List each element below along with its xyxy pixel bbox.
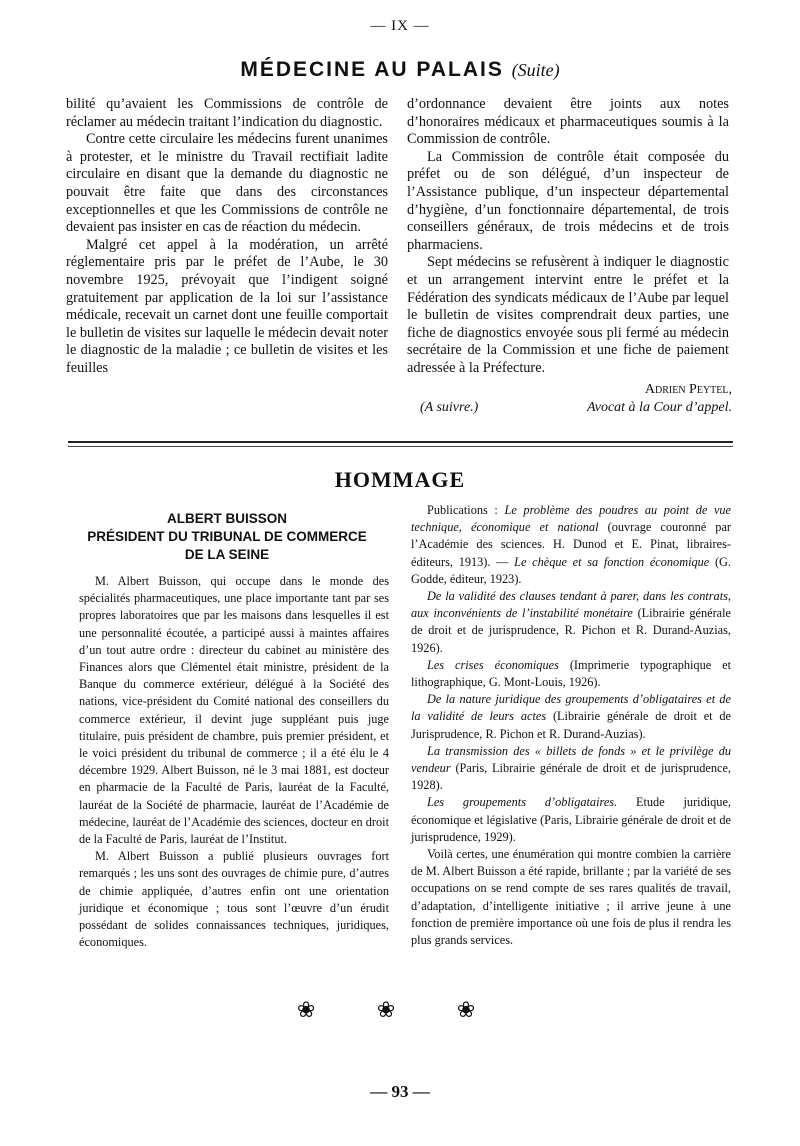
hommage-heading: HOMMAGE: [334, 467, 466, 492]
hommage-right-column: [411, 502, 731, 949]
section-divider: [68, 441, 733, 443]
paragraph: Contre cette circulaire les médecins furent unanimes à protester, et le ministre du Travail rectifiait ladite circulaire en disant que la demande du diagnostic ne pouvait être faite que dans des circonstances exceptionnelles et que les Commissions de contrôle ne devaient pas insister en cas de réaction du médecin.: [66, 131, 388, 236]
publication-details: (Imprimerie typographique et lithographique, G. Mont-Louis, 1926).: [411, 657, 732, 690]
paragraph: M. Albert Buisson a publié plusieurs ouvrages fort remarqués ; les uns sont des ouvrages de chimie pure, d’autres de chimie appliquée, d’autres enfin ont une orientation juridique et économique ; tous sont l’œuvre d’un érudit possédant de solides connaissances techniques, juridiques, économiques.: [79, 849, 389, 950]
paragraph: Voilà certes, une énumération qui montre combien la carrière de M. Albert Buisson a été rapide, brillante ; par la variété de ses occupations on se rend compte de ses rares qualités de travail, d’adaptation, d’intelligente initiative ; il arrive jeune à une fonction de première importance où une fois de plus il rendra les plus grands services.: [411, 847, 731, 948]
publication-details: (Paris, Librairie générale de droit et de jurisprudence, 1928).: [411, 761, 732, 793]
paragraph: M. Albert Buisson, qui occupe dans le monde des spécialités pharmaceutiques, une place importante tant par ses propres laboratoires que par les maisons dans lesquelles il est une personnalité écoutée, a participé aussi à maintes affaires d’un tout autre ordre : directeur du cabinet au ministère des Finances alors que Clémentel était ministre, président de la Banque du commerce extérieur, délégué à la Société des nations, vice-président du Comité national des conseillers du commerce extérieur, il devint juge suppléant puis juge titulaire, puis président de chambre, puis premier président, et le voici président du tribunal de commerce ; il a été élu le 4 décembre 1929. Albert Buisson, né le 3 mai 1881, est docteur en pharmacie de la Faculté de Paris, lauréat de la Faculté, lauréat de la Société de pharmacie, lauréat de l’Académie de médecine, lauréat de l’Académie des sciences, docteur en droit de la Faculté de Paris, lauréat de l’Institut.: [79, 574, 389, 847]
article-left-column: [66, 96, 388, 378]
hommage-left-column: [79, 573, 389, 951]
paragraph: bilité qu’avaient les Commissions de contrôle de réclamer au médecin traitant l’indication du diagnostic.: [66, 96, 388, 130]
paragraph: Malgré cet appel à la modération, un arrêté réglementaire pris par le préfet de l’Aube, le 30 novembre 1925, prévoyait que l’indigent soigné gratuitement par application de la loi sur l’assistance médicale, recevait un carnet dont une feuille comportait le bulletin de visites sur laquelle le médecin devait noter le diagnostic de la maladie ; ce bulletin de visites et les feuilles: [66, 236, 388, 376]
publication-details: (Librairie générale de droit et de Jurisprudence, R. Pichon et R. Durand-Auzias).: [411, 709, 732, 741]
publication-title: De la nature juridique des groupements d’obligataires et de la validité de leurs actes: [411, 692, 731, 724]
page-roman-numeral: — IX —: [370, 18, 430, 34]
section-title-text: MÉDECINE AU PALAIS: [240, 58, 504, 81]
publication-title: Le problème des poudres au point de vue technique, économique et national: [411, 503, 732, 535]
publication-details: Etude juridique, économique et législative (Paris, Librairie générale de droit et de jurisprudence, 1929).: [411, 795, 731, 844]
publication-entry: [411, 502, 731, 588]
paragraph: d’ordonnance devaient être joints aux notes d’honoraires médicaux et pharmaceutiques soumis à la Commission de contrôle.: [407, 96, 729, 148]
author-name: Adrien Peytel,: [644, 382, 732, 397]
publication-entry: [411, 691, 731, 743]
to-follow-note: (A suivre.): [420, 400, 479, 415]
page-number: — 93 —: [370, 1082, 430, 1101]
paragraph: Sept médecins se refusèrent à indiquer le diagnostic et un arrangement intervint entre le préfet et la Fédération des syndicats médicaux de l’Aube par lequel le bulletin de visites comprendrait deux parties, une fiche de diagnostics envoyée sous pli fermé au médecin secrétaire de la Commission et une fiche de paiement adressée à la Préfecture.: [407, 254, 729, 376]
publication-title: Les groupements d’obligataires.: [427, 795, 618, 810]
author-title: Avocat à la Cour d’appel.: [586, 400, 732, 415]
subtitle-line: PRÉSIDENT DU TRIBUNAL DE COMMERCE: [87, 529, 367, 544]
hommage-subtitle: [66, 510, 388, 564]
publication-details: (G. Godde, éditeur, 1923).: [411, 554, 732, 586]
publication-details: (ouvrage couronné par l’Académie des sciences. H. Dunod et E. Pinat, libraires-éditeurs, 1913). —: [411, 520, 732, 569]
subtitle-line: DE LA SEINE: [184, 547, 270, 562]
publication-title: Les crises économiques: [427, 657, 559, 672]
publication-title: De la validité des clauses tendant à parer, dans les contrats, aux inconvénients de l’instabilité monétaire: [411, 589, 731, 621]
publications-label: Publications :: [427, 503, 498, 517]
paragraph: La Commission de contrôle était composée du préfet ou de son délégué, d’un inspecteur de l’Assistance publique, d’un inspecteur départemental d’hygiène, d’un fonctionnaire départemental, de trois conseillers généraux, de trois médecins et de trois pharmaciens.: [407, 148, 729, 253]
flower-ornament-icon: ❀ ❀ ❀: [296, 997, 504, 1022]
section-divider-thin: [68, 446, 733, 447]
publication-title: Le chèque et sa fonction économique: [514, 554, 710, 569]
subtitle-line: ALBERT BUISSON: [166, 511, 287, 526]
section-title-suffix: (Suite): [511, 60, 560, 80]
publication-details: (Librairie générale de droit et de jurisprudence, R. Pichon et R. Durand-Auzias, 1926).: [411, 606, 732, 655]
article-right-column: [407, 96, 729, 378]
publication-entry: [411, 657, 731, 691]
publication-entry: [411, 743, 731, 795]
section-title: [0, 58, 800, 82]
publication-entry: [411, 794, 731, 846]
publication-title: La transmission des « billets de fonds » et le privilège du vendeur: [411, 743, 731, 776]
publication-entry: [411, 588, 731, 657]
